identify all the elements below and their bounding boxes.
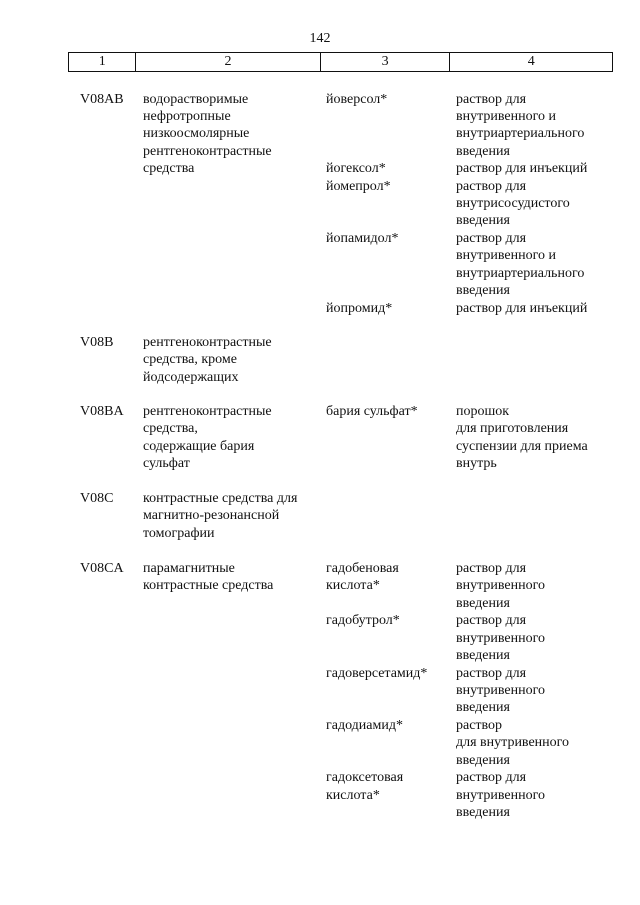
atc-code: V08B — [80, 335, 114, 350]
dosage-form-line: для приготовления — [456, 421, 569, 436]
dosage-form-line: раствор для — [456, 561, 527, 576]
atc-code: V08CA — [80, 561, 124, 576]
drug-name: йомепрол* — [326, 179, 391, 194]
group-description-line: контрастные средства для — [143, 491, 298, 506]
dosage-form-line: введения — [456, 283, 510, 298]
dosage-form-line: раствор для — [456, 179, 527, 194]
dosage-form-line: введения — [456, 596, 510, 611]
group-description-line: рентгеноконтрастные — [143, 335, 272, 350]
column-header-row — [68, 52, 613, 72]
dosage-form-line: суспензии для приема — [456, 439, 588, 454]
drug-name: гадоверсетамид* — [326, 666, 428, 681]
group-description-line: контрастные средства — [143, 578, 274, 593]
drug-name: гадоксетовая — [326, 770, 404, 785]
drug-name: гадобеновая — [326, 561, 399, 576]
column-header-2: 2 — [136, 53, 320, 72]
group-description-line: йодсодержащих — [143, 370, 239, 385]
dosage-form-line: раствор для — [456, 666, 527, 681]
dosage-form-line: введения — [456, 753, 510, 768]
dosage-form-line: раствор для инъекций — [456, 161, 588, 176]
drug-name: йопамидол* — [326, 231, 399, 246]
drug-name: гадобутрол* — [326, 613, 400, 628]
dosage-form-line: внутриартериального — [456, 266, 585, 281]
drug-name: йопромид* — [326, 301, 393, 316]
column-header-3: 3 — [320, 53, 450, 72]
drug-name: бария сульфат* — [326, 404, 418, 419]
group-description-line: рентгеноконтрастные — [143, 144, 272, 159]
dosage-form-line: внутривенного и — [456, 248, 556, 263]
dosage-form-line: для внутривенного — [456, 735, 570, 750]
group-description-line: сульфат — [143, 456, 190, 471]
atc-code: V08AB — [80, 92, 124, 107]
group-description-line: парамагнитные — [143, 561, 235, 576]
atc-code: V08C — [80, 491, 114, 506]
dosage-form-line: введения — [456, 648, 510, 663]
dosage-form-line: внутривенного и — [456, 109, 556, 124]
dosage-form-line: внутривенного — [456, 578, 546, 593]
drug-name: йогексол* — [326, 161, 386, 176]
dosage-form-line: раствор для — [456, 92, 527, 107]
column-header-4: 4 — [450, 53, 613, 72]
group-description-line: средства, — [143, 421, 198, 436]
drug-name: кислота* — [326, 578, 380, 593]
group-description-line: рентгеноконтрастные — [143, 404, 272, 419]
dosage-form-line: внутривенного — [456, 631, 546, 646]
dosage-form-line: раствор для — [456, 770, 527, 785]
group-description-line: водорастворимые — [143, 92, 249, 107]
group-description-line: средства — [143, 161, 195, 176]
dosage-form-line: внутриартериального — [456, 126, 585, 141]
dosage-form-line: введения — [456, 213, 510, 228]
dosage-form-line: внутрь — [456, 456, 497, 471]
drug-name: йоверсол* — [326, 92, 388, 107]
group-description-line: томографии — [143, 526, 215, 541]
dosage-form-line: раствор для инъекций — [456, 301, 588, 316]
group-description-line: нефротропные — [143, 109, 231, 124]
dosage-form-line: внутрисосудистого — [456, 196, 570, 211]
group-description-line: содержащие бария — [143, 439, 255, 454]
atc-code: V08BA — [80, 404, 124, 419]
dosage-form-line: раствор для — [456, 231, 527, 246]
group-description-line: магнитно-резонансной — [143, 508, 280, 523]
dosage-form-line: внутривенного — [456, 683, 546, 698]
drug-name: гадодиамид* — [326, 718, 403, 733]
dosage-form-line: раствор — [456, 718, 503, 733]
drug-name: кислота* — [326, 788, 380, 803]
dosage-form-line: раствор для — [456, 613, 527, 628]
group-description-line: средства, кроме — [143, 352, 237, 367]
dosage-form-line: порошок — [456, 404, 510, 419]
group-description-line: низкоосмолярные — [143, 126, 250, 141]
dosage-form-line: внутривенного — [456, 788, 546, 803]
column-header-1: 1 — [69, 53, 136, 72]
dosage-form-line: введения — [456, 700, 510, 715]
page-number: 142 — [309, 31, 331, 46]
dosage-form-line: введения — [456, 805, 510, 820]
dosage-form-line: введения — [456, 144, 510, 159]
